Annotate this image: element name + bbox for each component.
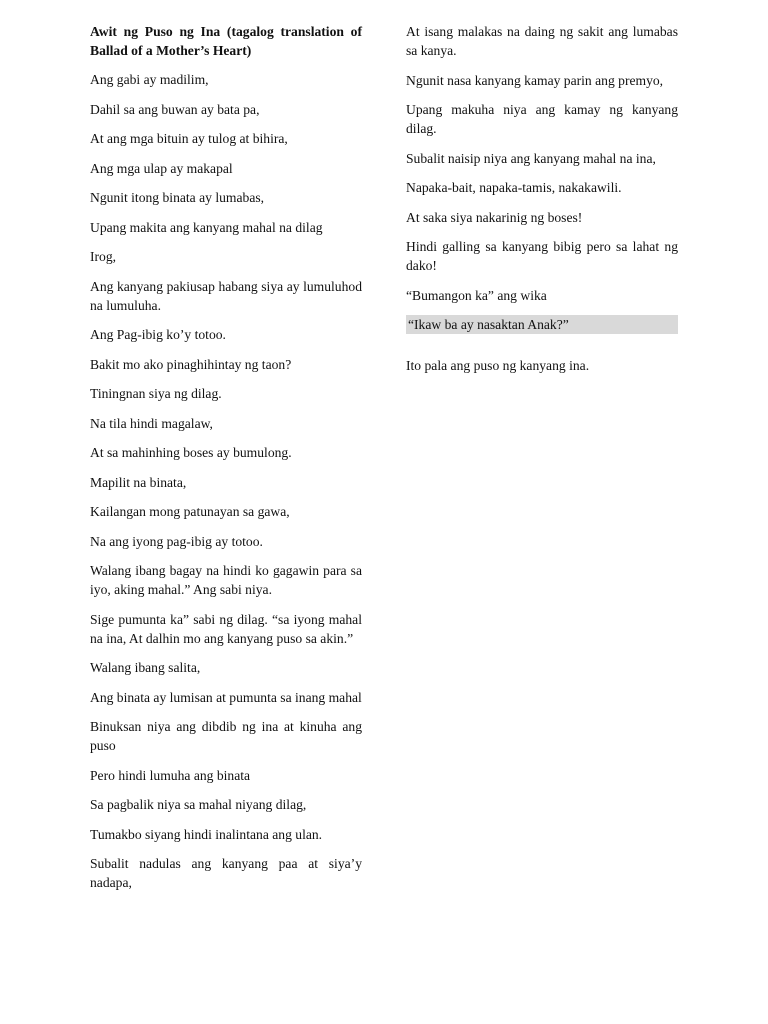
- left-column-lines: [90, 70, 362, 892]
- poem-line: Napaka-bait, napaka-tamis, nakakawili.: [406, 180, 622, 195]
- poem-line: Kailangan mong patunayan sa gawa,: [90, 504, 290, 519]
- poem-line: Ang kanyang pakiusap habang siya ay lumuluhod na lumuluha.: [90, 278, 362, 313]
- right-column-lines: [406, 22, 678, 305]
- poem-line: Hindi galling sa kanyang bibig pero sa lahat ng dako!: [406, 239, 678, 273]
- poem-line: Ngunit nasa kanyang kamay parin ang premyo,: [406, 72, 664, 88]
- poem-line: Subalit naisip niya ang kanyang mahal na ina,: [406, 150, 656, 166]
- poem-line: Subalit nadulas ang kanyang paa at siya’y nadapa,: [90, 856, 362, 890]
- poem-line: Upang makita ang kanyang mahal na dilag: [90, 219, 323, 235]
- poem-line: Ang binata ay lumisan at pumunta sa inang mahal: [90, 689, 362, 705]
- right-column: [406, 22, 678, 386]
- poem-line: Irog,: [90, 249, 117, 264]
- closing-line: Ito pala ang puso ng kanyang ina.: [406, 358, 590, 373]
- poem-line: At isang malakas na daing ng sakit ang lumabas sa kanya.: [406, 24, 678, 58]
- poem-line: Pero hindi lumuha ang binata: [90, 767, 251, 783]
- poem-line: Ang Pag-ibig ko’y totoo.: [90, 327, 226, 342]
- poem-line: Ngunit itong binata ay lumabas,: [90, 190, 265, 205]
- poem-line: Binuksan niya ang dibdib ng ina at kinuha ang puso: [90, 719, 362, 753]
- poem-line: Tiningnan siya ng dilag.: [90, 386, 222, 401]
- poem-line: Mapilit na binata,: [90, 474, 187, 490]
- highlighted-line: “Ikaw ba ay nasaktan Anak?”: [406, 315, 678, 334]
- poem-line: Upang makuha niya ang kamay ng kanyang dilag.: [406, 102, 678, 136]
- poem-line: Sa pagbalik niya sa mahal niyang dilag,: [90, 797, 307, 812]
- poem-line: Dahil sa ang buwan ay bata pa,: [90, 101, 260, 117]
- poem-line: “Bumangon ka” ang wika: [406, 287, 547, 303]
- poem-line: Na ang iyong pag-ibig ay totoo.: [90, 533, 263, 549]
- poem-line: At saka siya nakarinig ng boses!: [406, 209, 583, 225]
- poem-line: At sa mahinhing boses ay bumulong.: [90, 445, 292, 460]
- poem-line: Walang ibang bagay na hindi ko gagawin para sa iyo, aking mahal.” Ang sabi niya.: [90, 563, 362, 597]
- poem-line: Bakit mo ako pinaghihintay ng taon?: [90, 356, 292, 372]
- poem-line: Na tila hindi magalaw,: [90, 415, 213, 431]
- poem-line: Sige pumunta ka” sabi ng dilag. “sa iyong mahal na ina, At dalhin mo ang kanyang puso sa akin.”: [90, 611, 362, 646]
- poem-line: Tumakbo siyang hindi inalintana ang ulan.: [90, 826, 323, 842]
- poem-title: Awit ng Puso ng Ina (tagalog translation of Ballad of a Mother’s Heart): [90, 24, 362, 58]
- poem-line: At ang mga bituin ay tulog at bihira,: [90, 131, 288, 146]
- left-column: [90, 22, 362, 903]
- poem-line: Walang ibang salita,: [90, 660, 201, 675]
- poem-line: Ang gabi ay madilim,: [90, 72, 209, 87]
- poem-line: Ang mga ulap ay makapal: [90, 160, 233, 176]
